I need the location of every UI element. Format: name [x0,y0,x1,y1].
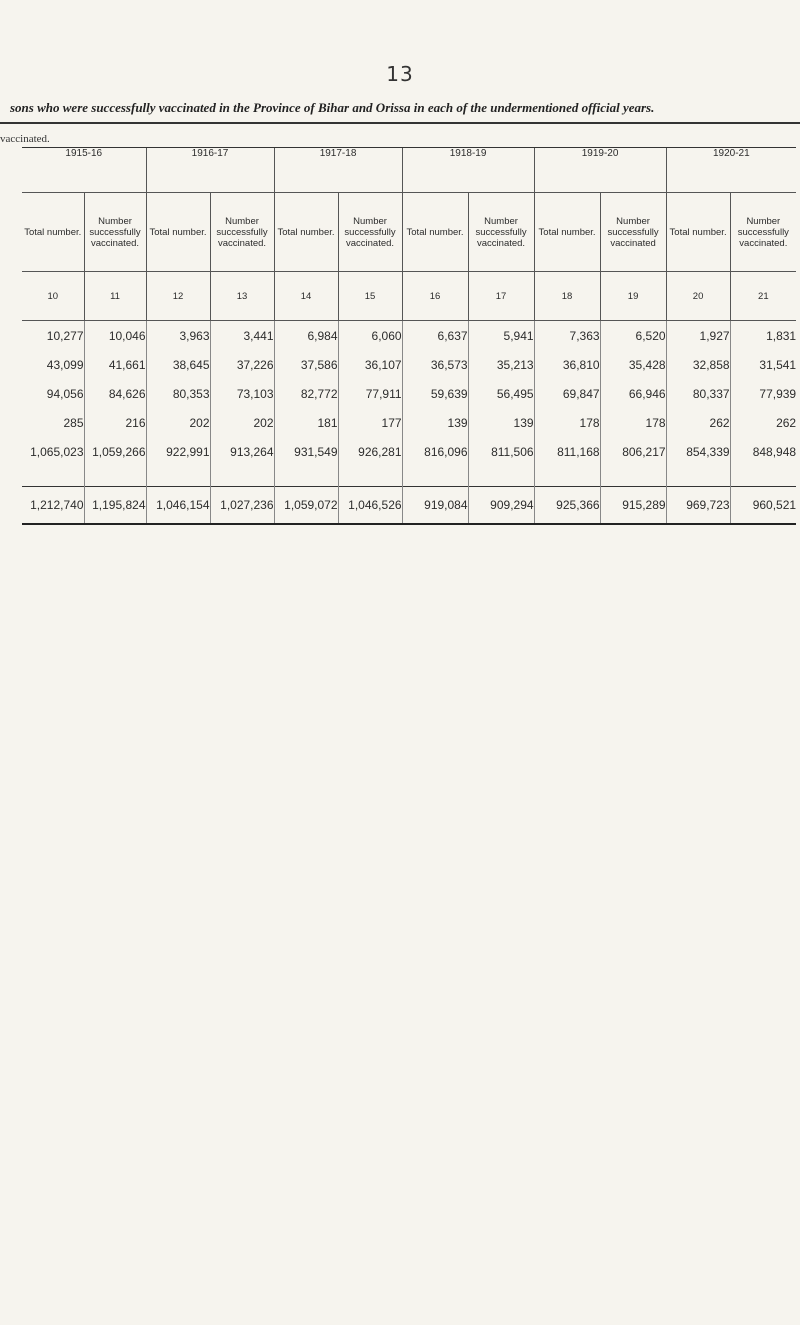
spacer-cell [468,466,534,487]
table-cell: 59,639 [402,379,468,408]
table-cell: 1,831 [730,321,796,351]
table-cell: 1,059,266 [84,437,146,466]
table-cell: 73,103 [210,379,274,408]
column-label: Total number. [146,193,210,272]
year-header-row [22,148,796,193]
column-label: Total number. [534,193,600,272]
table-row [22,379,796,408]
column-number: 15 [338,272,402,321]
table-cell: 7,363 [534,321,600,351]
spacer-row [22,466,796,487]
table-cell: 202 [146,408,210,437]
table-subheading: vaccinated. [0,133,50,145]
column-label: Number successfully vaccinated [600,193,666,272]
table-cell: 32,858 [666,350,730,379]
column-label: Number successfully vaccinated. [338,193,402,272]
vaccination-table [22,147,796,525]
table-cell: 3,963 [146,321,210,351]
year-header: 1916-17 [146,148,274,193]
table-cell: 854,339 [666,437,730,466]
column-label-row [22,193,796,272]
year-header: 1917-18 [274,148,402,193]
table-cell: 38,645 [146,350,210,379]
table-cell: 139 [468,408,534,437]
table-cell: 848,948 [730,437,796,466]
spacer-cell [146,466,210,487]
table-cell: 35,428 [600,350,666,379]
table-cell: 1,927 [666,321,730,351]
column-number: 21 [730,272,796,321]
column-number: 20 [666,272,730,321]
total-cell: 915,289 [600,487,666,525]
table-cell: 202 [210,408,274,437]
column-label: Number successfully vaccinated. [468,193,534,272]
table-cell: 36,573 [402,350,468,379]
spacer-cell [84,466,146,487]
table-cell: 216 [84,408,146,437]
total-cell: 919,084 [402,487,468,525]
column-number: 12 [146,272,210,321]
column-number: 10 [22,272,84,321]
total-cell: 969,723 [666,487,730,525]
table-cell: 139 [402,408,468,437]
spacer-cell [730,466,796,487]
page-number: 13 [386,62,414,86]
table-cell: 35,213 [468,350,534,379]
table-cell: 77,939 [730,379,796,408]
column-label: Number successfully vaccinated. [84,193,146,272]
table-cell: 285 [63,415,84,430]
table-cell: 84,626 [84,379,146,408]
spacer-cell [274,466,338,487]
table-cell: 811,168 [534,437,600,466]
column-number: 14 [274,272,338,321]
table-cell: 6,060 [338,321,402,351]
table-cell: 926,281 [338,437,402,466]
year-header: 1918-19 [402,148,534,193]
year-header: 1919-20 [534,148,666,193]
spacer-cell [338,466,402,487]
total-cell: 1,046,154 [146,487,210,525]
table-cell: 31,541 [730,350,796,379]
column-number: 16 [402,272,468,321]
table-row [22,321,796,351]
column-label: Total number. [274,193,338,272]
spacer-cell [600,466,666,487]
column-number: 17 [468,272,534,321]
table-cell: 36,810 [534,350,600,379]
column-number: 11 [84,272,146,321]
column-number-row [22,272,796,321]
table-cell: 806,217 [600,437,666,466]
column-label: Number successfully vaccinated. [730,193,796,272]
table-cell: 37,586 [274,350,338,379]
total-cell: 1,059,072 [274,487,338,525]
total-cell: 1,046,526 [338,487,402,525]
column-label: Total number. [666,193,730,272]
total-cell: 1,212,740 [22,487,84,525]
column-number: 19 [600,272,666,321]
table-cell: 10,046 [84,321,146,351]
table-cell: 811,506 [468,437,534,466]
total-cell: 1,195,824 [84,487,146,525]
table-cell: 177 [338,408,402,437]
table-cell: 41,661 [84,350,146,379]
spacer-cell [666,466,730,487]
table-cell: 922,991 [146,437,210,466]
page-heading: sons who were successfully vaccinated in the Province of Bihar and Orissa in each of the undermentioned official years. [10,100,655,115]
total-cell: 1,027,236 [210,487,274,525]
table-cell: 6,520 [600,321,666,351]
table-cell: 1,065,023 [30,444,84,459]
table-cell: 10,277 [46,328,84,343]
table-cell: 37,226 [210,350,274,379]
table-cell: 77,911 [338,379,402,408]
table-cell: 5,941 [468,321,534,351]
totals-row [22,487,796,525]
table-cell: 80,353 [146,379,210,408]
table-cell: 816,096 [402,437,468,466]
table-cell: 262 [666,408,730,437]
table-cell: 262 [730,408,796,437]
table-row [22,408,796,437]
spacer-cell [534,466,600,487]
column-label: Number successfully vaccinated. [210,193,274,272]
table-cell: 94,056 [46,386,84,401]
table-cell: 931,549 [274,437,338,466]
total-cell: 909,294 [468,487,534,525]
column-number: 18 [534,272,600,321]
total-cell: 960,521 [730,487,796,525]
table-row [22,350,796,379]
table-cell: 66,946 [600,379,666,408]
column-number: 13 [210,272,274,321]
table-cell: 82,772 [274,379,338,408]
table-cell: 913,264 [210,437,274,466]
spacer-cell [210,466,274,487]
table-cell: 6,637 [402,321,468,351]
total-cell: 925,366 [534,487,600,525]
heading-rule [0,122,800,124]
spacer-cell [22,466,84,487]
table-row [22,437,796,466]
table-cell: 3,441 [210,321,274,351]
column-label: Total number. [22,193,84,272]
year-header: 1920-21 [666,148,796,193]
table-cell: 178 [534,408,600,437]
table-cell: 43,099 [46,357,84,372]
table-cell: 178 [600,408,666,437]
spacer-cell [402,466,468,487]
table-cell: 69,847 [534,379,600,408]
year-header: 1915-16 [22,148,146,193]
table-cell: 181 [274,408,338,437]
table-cell: 36,107 [338,350,402,379]
table-cell: 6,984 [274,321,338,351]
table-cell: 56,495 [468,379,534,408]
table-cell: 80,337 [666,379,730,408]
column-label: Total number. [402,193,468,272]
